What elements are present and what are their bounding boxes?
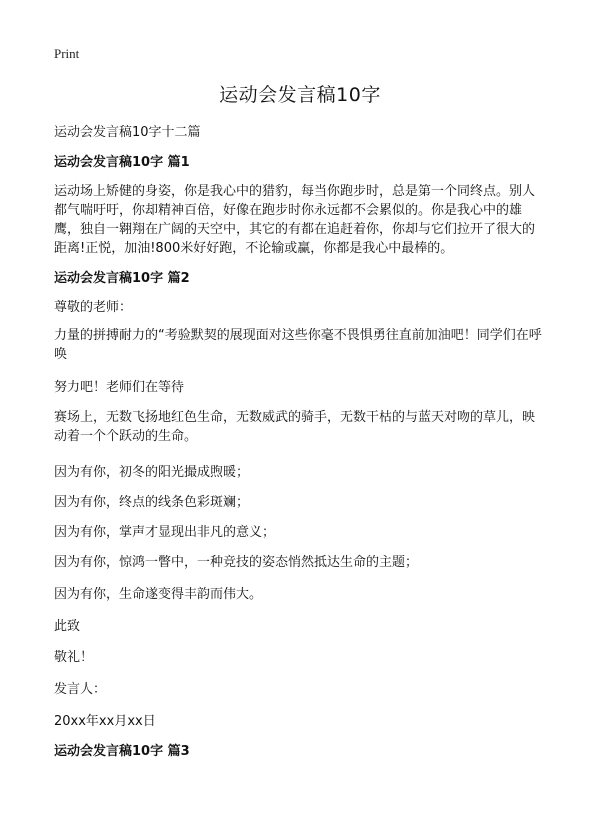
document-title: 运动会发言稿10字 xyxy=(219,84,381,106)
section-2-paragraph: 赛场上，无数飞扬地红色生命，无数威武的骑手，无数干枯的与蓝天对吻的草儿，映动着一个个跃动的生命。 xyxy=(54,410,536,444)
section-heading-2: 运动会发言稿10字 篇2 xyxy=(54,271,190,286)
section-heading-1: 运动会发言稿10字 篇1 xyxy=(54,155,190,170)
speaker-label: 发言人： xyxy=(54,682,107,697)
salutation: 尊敬的老师： xyxy=(54,300,133,315)
section-heading-3: 运动会发言稿10字 篇3 xyxy=(54,744,190,759)
section-2-line: 因为有你，掌声才显现出非凡的意义； xyxy=(54,525,276,540)
document-subtitle: 运动会发言稿10字十二篇 xyxy=(54,125,201,140)
section-1-paragraph: 运动场上矫健的身姿，你是我心中的猎豹，每当你跑步时，总是第一个同终点。别人都气喘吁吁，你却精神百倍，好像在跑步时你永远都不会累似的。你是我心中的雄鹰，独自一翱翔在广阔的天空中，其它的有都在追赶着你，你却与它们拉开了很大的距离!正悦，加油!800米好好跑，不论输或赢，你都是我心中最棒的。 xyxy=(54,184,536,256)
section-2-line: 因为有你，终点的线条色彩斑斓； xyxy=(54,495,250,510)
date-line: 20xx年xx月xx日 xyxy=(54,714,156,729)
section-2-line: 因为有你，生命遂变得丰韵而伟大。 xyxy=(54,587,263,602)
section-2-line: 因为有你，初冬的阳光撮成煦暖； xyxy=(54,465,250,480)
print-label: Print xyxy=(54,46,80,61)
section-2-line: 因为有你，惊鸿一瞥中，一种竞技的姿态悄然抵达生命的主题； xyxy=(54,555,419,570)
section-2-paragraph: 力量的拼搏耐力的“考验默契的展现面对这些你毫不畏惧勇往直前加油吧！同学们在呼唤 xyxy=(54,328,542,362)
section-2-line: 努力吧！老师们在等待 xyxy=(54,380,185,395)
closing-line: 敬礼！ xyxy=(54,650,94,665)
closing-line: 此致 xyxy=(54,619,81,634)
